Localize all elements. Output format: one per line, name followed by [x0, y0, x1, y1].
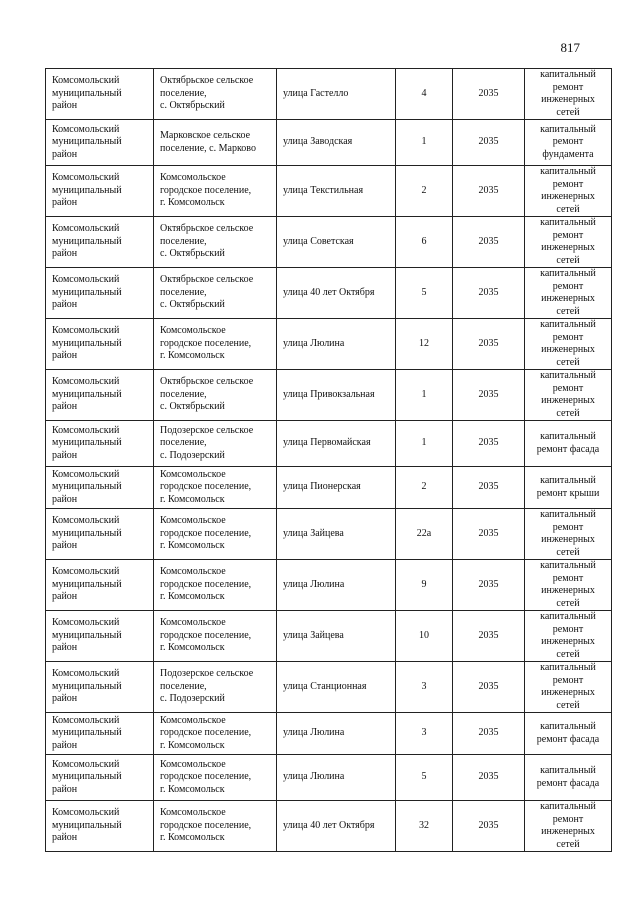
settlement-cell: Подозерское сельское поселение, с. Подозерский [154, 421, 277, 467]
table-row [46, 713, 612, 755]
settlement-cell: Комсомольское городское поселение, г. Комсомольск [154, 509, 277, 560]
house-number-cell: 6 [396, 217, 453, 268]
district-cell: Комсомольский муниципальный район [46, 713, 154, 755]
street-cell: улица Привокзальная [277, 370, 396, 421]
year-cell: 2035 [453, 467, 525, 509]
work-type-cell: капитальный ремонт фасада [525, 713, 612, 755]
street-cell: улица Советская [277, 217, 396, 268]
table-row [46, 69, 612, 120]
house-number-cell: 4 [396, 69, 453, 120]
street-cell: улица Станционная [277, 662, 396, 713]
street-cell: улица Гастелло [277, 69, 396, 120]
year-cell: 2035 [453, 560, 525, 611]
district-cell: Комсомольский муниципальный район [46, 421, 154, 467]
street-cell: улица Текстильная [277, 166, 396, 217]
house-number-cell: 3 [396, 662, 453, 713]
year-cell: 2035 [453, 319, 525, 370]
repair-schedule-table [45, 68, 612, 852]
house-number-cell: 2 [396, 166, 453, 217]
work-type-cell: капитальный ремонт инженерных сетей [525, 370, 612, 421]
district-cell: Комсомольский муниципальный район [46, 509, 154, 560]
settlement-cell: Октябрьское сельское поселение, с. Октябрьский [154, 217, 277, 268]
district-cell: Комсомольский муниципальный район [46, 801, 154, 852]
settlement-cell: Комсомольское городское поселение, г. Комсомольск [154, 467, 277, 509]
district-cell: Комсомольский муниципальный район [46, 467, 154, 509]
district-cell: Комсомольский муниципальный район [46, 370, 154, 421]
work-type-cell: капитальный ремонт инженерных сетей [525, 268, 612, 319]
street-cell: улица 40 лет Октября [277, 801, 396, 852]
year-cell: 2035 [453, 69, 525, 120]
street-cell: улица Люлина [277, 319, 396, 370]
year-cell: 2035 [453, 421, 525, 467]
settlement-cell: Комсомольское городское поселение, г. Комсомольск [154, 319, 277, 370]
work-type-cell: капитальный ремонт инженерных сетей [525, 560, 612, 611]
table-row [46, 755, 612, 801]
district-cell: Комсомольский муниципальный район [46, 755, 154, 801]
work-type-cell: капитальный ремонт крыши [525, 467, 612, 509]
table-row [46, 319, 612, 370]
district-cell: Комсомольский муниципальный район [46, 120, 154, 166]
year-cell: 2035 [453, 713, 525, 755]
table-body [46, 69, 612, 852]
house-number-cell: 2 [396, 467, 453, 509]
work-type-cell: капитальный ремонт инженерных сетей [525, 611, 612, 662]
table-row [46, 662, 612, 713]
house-number-cell: 1 [396, 370, 453, 421]
house-number-cell: 1 [396, 120, 453, 166]
year-cell: 2035 [453, 755, 525, 801]
district-cell: Комсомольский муниципальный район [46, 69, 154, 120]
street-cell: улица Зайцева [277, 611, 396, 662]
table-row [46, 268, 612, 319]
street-cell: улица 40 лет Октября [277, 268, 396, 319]
house-number-cell: 3 [396, 713, 453, 755]
page-number: 817 [560, 40, 580, 55]
year-cell: 2035 [453, 509, 525, 560]
table-row [46, 467, 612, 509]
table-row [46, 421, 612, 467]
house-number-cell: 12 [396, 319, 453, 370]
settlement-cell: Комсомольское городское поселение, г. Комсомольск [154, 166, 277, 217]
work-type-cell: капитальный ремонт фасада [525, 421, 612, 467]
street-cell: улица Люлина [277, 755, 396, 801]
work-type-cell: капитальный ремонт фасада [525, 755, 612, 801]
table-row [46, 611, 612, 662]
year-cell: 2035 [453, 166, 525, 217]
district-cell: Комсомольский муниципальный район [46, 611, 154, 662]
street-cell: улица Пионерская [277, 467, 396, 509]
work-type-cell: капитальный ремонт инженерных сетей [525, 69, 612, 120]
year-cell: 2035 [453, 268, 525, 319]
street-cell: улица Люлина [277, 713, 396, 755]
street-cell: улица Первомайская [277, 421, 396, 467]
house-number-cell: 5 [396, 268, 453, 319]
settlement-cell: Октябрьское сельское поселение, с. Октябрьский [154, 69, 277, 120]
year-cell: 2035 [453, 662, 525, 713]
house-number-cell: 32 [396, 801, 453, 852]
district-cell: Комсомольский муниципальный район [46, 268, 154, 319]
street-cell: улица Заводская [277, 120, 396, 166]
settlement-cell: Комсомольское городское поселение, г. Комсомольск [154, 755, 277, 801]
street-cell: улица Зайцева [277, 509, 396, 560]
district-cell: Комсомольский муниципальный район [46, 560, 154, 611]
district-cell: Комсомольский муниципальный район [46, 662, 154, 713]
settlement-cell: Комсомольское городское поселение, г. Комсомольск [154, 611, 277, 662]
table-row [46, 120, 612, 166]
house-number-cell: 5 [396, 755, 453, 801]
settlement-cell: Октябрьское сельское поселение, с. Октябрьский [154, 370, 277, 421]
table-row [46, 509, 612, 560]
work-type-cell: капитальный ремонт инженерных сетей [525, 166, 612, 217]
year-cell: 2035 [453, 217, 525, 268]
table-row [46, 370, 612, 421]
work-type-cell: капитальный ремонт инженерных сетей [525, 509, 612, 560]
table-row [46, 560, 612, 611]
house-number-cell: 1 [396, 421, 453, 467]
street-cell: улица Люлина [277, 560, 396, 611]
work-type-cell: капитальный ремонт инженерных сетей [525, 217, 612, 268]
table-row [46, 801, 612, 852]
house-number-cell: 9 [396, 560, 453, 611]
settlement-cell: Комсомольское городское поселение, г. Комсомольск [154, 801, 277, 852]
year-cell: 2035 [453, 611, 525, 662]
table-row [46, 217, 612, 268]
district-cell: Комсомольский муниципальный район [46, 217, 154, 268]
year-cell: 2035 [453, 120, 525, 166]
settlement-cell: Подозерское сельское поселение, с. Подозерский [154, 662, 277, 713]
work-type-cell: капитальный ремонт инженерных сетей [525, 319, 612, 370]
year-cell: 2035 [453, 801, 525, 852]
district-cell: Комсомольский муниципальный район [46, 166, 154, 217]
settlement-cell: Марковское сельское поселение, с. Марково [154, 120, 277, 166]
settlement-cell: Комсомольское городское поселение, г. Комсомольск [154, 713, 277, 755]
settlement-cell: Октябрьское сельское поселение, с. Октябрьский [154, 268, 277, 319]
house-number-cell: 10 [396, 611, 453, 662]
year-cell: 2035 [453, 370, 525, 421]
work-type-cell: капитальный ремонт фундамента [525, 120, 612, 166]
district-cell: Комсомольский муниципальный район [46, 319, 154, 370]
settlement-cell: Комсомольское городское поселение, г. Комсомольск [154, 560, 277, 611]
work-type-cell: капитальный ремонт инженерных сетей [525, 662, 612, 713]
table-row [46, 166, 612, 217]
work-type-cell: капитальный ремонт инженерных сетей [525, 801, 612, 852]
house-number-cell: 22а [396, 509, 453, 560]
